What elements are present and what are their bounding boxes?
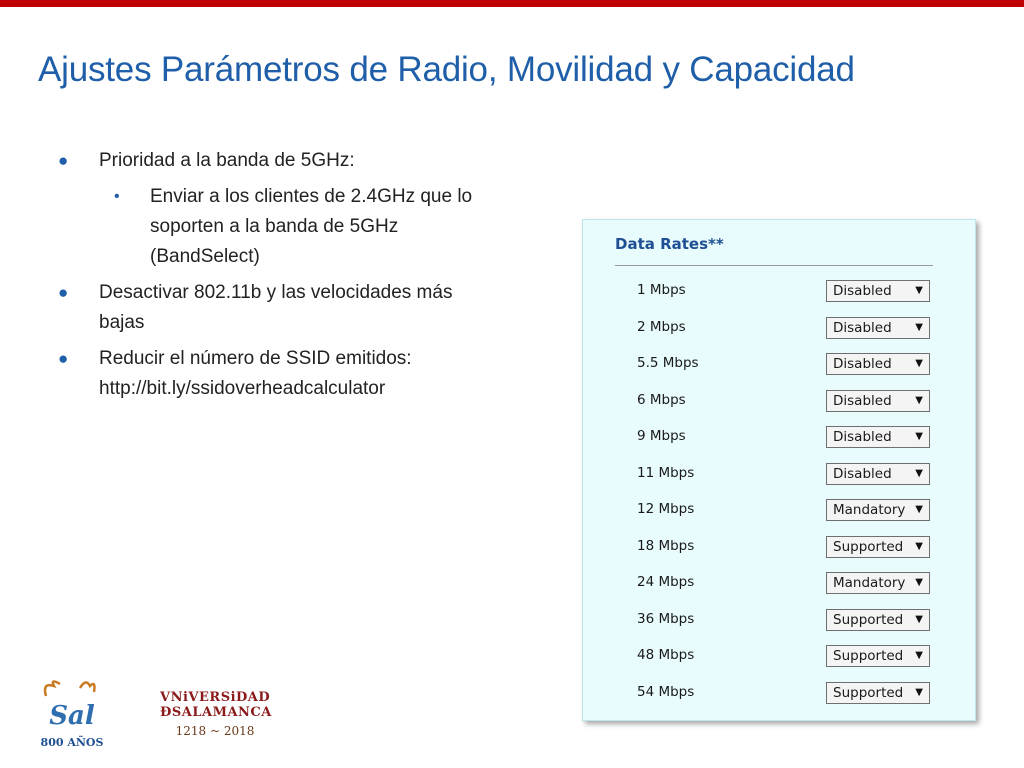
data-rate-label: 2 Mbps [637,318,686,335]
data-rate-value: Supported [833,611,904,628]
data-rate-row [583,390,975,414]
data-rate-select[interactable] [826,426,930,448]
data-rate-value: Disabled [833,283,892,299]
dropdown-caret-icon: ▼ [915,321,923,333]
anniversary-mark-text: Sal [49,701,95,731]
slide-title: Ajustes Parámetros de Radio, Movilidad y Capacidad [38,50,855,89]
data-rate-select[interactable] [826,645,930,667]
dropdown-caret-icon: ▼ [915,394,923,406]
data-rate-label: 6 Mbps [637,391,686,408]
data-rate-row [583,463,975,487]
data-rate-select[interactable] [826,390,930,412]
bullet-text: Prioridad a la banda de 5GHz: [99,150,355,171]
dropdown-caret-icon: ▼ [915,650,923,661]
dropdown-caret-icon: ▼ [915,504,923,515]
anniversary-logo [38,678,108,754]
data-rate-value: Supported [833,684,904,701]
data-rate-row [583,572,975,596]
data-rate-select[interactable] [826,536,930,558]
bullet-list [58,146,488,410]
data-rate-value: Disabled [833,392,892,409]
data-rate-label: 18 Mbps [637,537,695,554]
dropdown-caret-icon: ▼ [915,431,923,442]
data-rate-select[interactable] [826,609,930,631]
data-rate-label: 1 Mbps [637,282,686,298]
data-rate-row [583,353,975,377]
data-rate-label: 48 Mbps [637,647,695,663]
dropdown-caret-icon: ▼ [915,285,923,296]
data-rate-value: Disabled [833,465,892,482]
bullet-dot-icon: ● [58,283,69,302]
university-name-line1: VNiVERSiDAD [160,690,271,705]
data-rate-select[interactable] [826,572,930,594]
dropdown-caret-icon: ▼ [915,613,923,625]
data-rate-select[interactable] [826,353,930,375]
divider [615,265,933,266]
university-logo [160,690,270,738]
bullet-item [58,146,488,176]
university-years: 1218 ~ 2018 [175,724,255,738]
bullet-dot-icon: ● [58,349,69,368]
data-rate-row [583,645,975,669]
data-rate-row [583,317,975,341]
data-rate-select[interactable] [826,280,930,302]
data-rate-label: 36 Mbps [637,610,695,627]
data-rate-row [583,499,975,523]
bullet-text: Reducir el número de SSID emitidos: http://bit.ly/ssidoverheadcalculator [99,348,412,399]
data-rate-label: 54 Mbps [637,683,695,700]
top-accent-bar [0,0,1024,7]
sub-bullet-dot-icon: • [114,188,120,205]
data-rate-select[interactable] [826,317,930,339]
bullet-dot-icon: ● [58,151,69,170]
data-rate-label: 24 Mbps [637,574,695,590]
data-rates-panel [582,219,976,721]
data-rate-label: 12 Mbps [637,501,695,517]
data-rate-label: 11 Mbps [637,464,695,481]
sub-bullet-text: Enviar a los clientes de 2.4GHz que lo soporten a la banda de 5GHz (BandSelect) [150,186,473,267]
data-rate-label: 9 Mbps [637,428,686,444]
dropdown-caret-icon: ▼ [915,540,923,552]
data-rate-row [583,609,975,633]
data-rate-select[interactable] [826,682,930,704]
dropdown-caret-icon: ▼ [915,686,923,698]
dropdown-caret-icon: ▼ [915,467,923,479]
dropdown-caret-icon: ▼ [915,358,923,369]
data-rate-row [583,280,975,304]
data-rate-select[interactable] [826,499,930,521]
data-rates-title: Data Rates** [615,235,724,253]
data-rate-value: Disabled [833,429,892,445]
bullet-item [58,278,488,338]
sub-bullet-item [58,182,480,272]
data-rate-value: Disabled [833,319,892,336]
data-rate-row [583,536,975,560]
data-rate-value: Disabled [833,356,892,372]
data-rate-select[interactable] [826,463,930,485]
bullet-item [58,344,488,404]
data-rate-value: Supported [833,648,904,664]
data-rate-row [583,426,975,450]
university-name-line2: ÐSALAMANCA [160,705,272,720]
data-rate-label: 5.5 Mbps [637,355,699,371]
data-rate-value: Supported [833,538,904,555]
dropdown-caret-icon: ▼ [915,577,923,588]
data-rate-value: Mandatory [833,502,906,518]
bullet-text: Desactivar 802.11b y las velocidades más bajas [99,282,453,333]
anniversary-years-text: 800 AÑOS [40,736,104,749]
data-rate-row [583,682,975,706]
data-rate-value: Mandatory [833,575,906,591]
